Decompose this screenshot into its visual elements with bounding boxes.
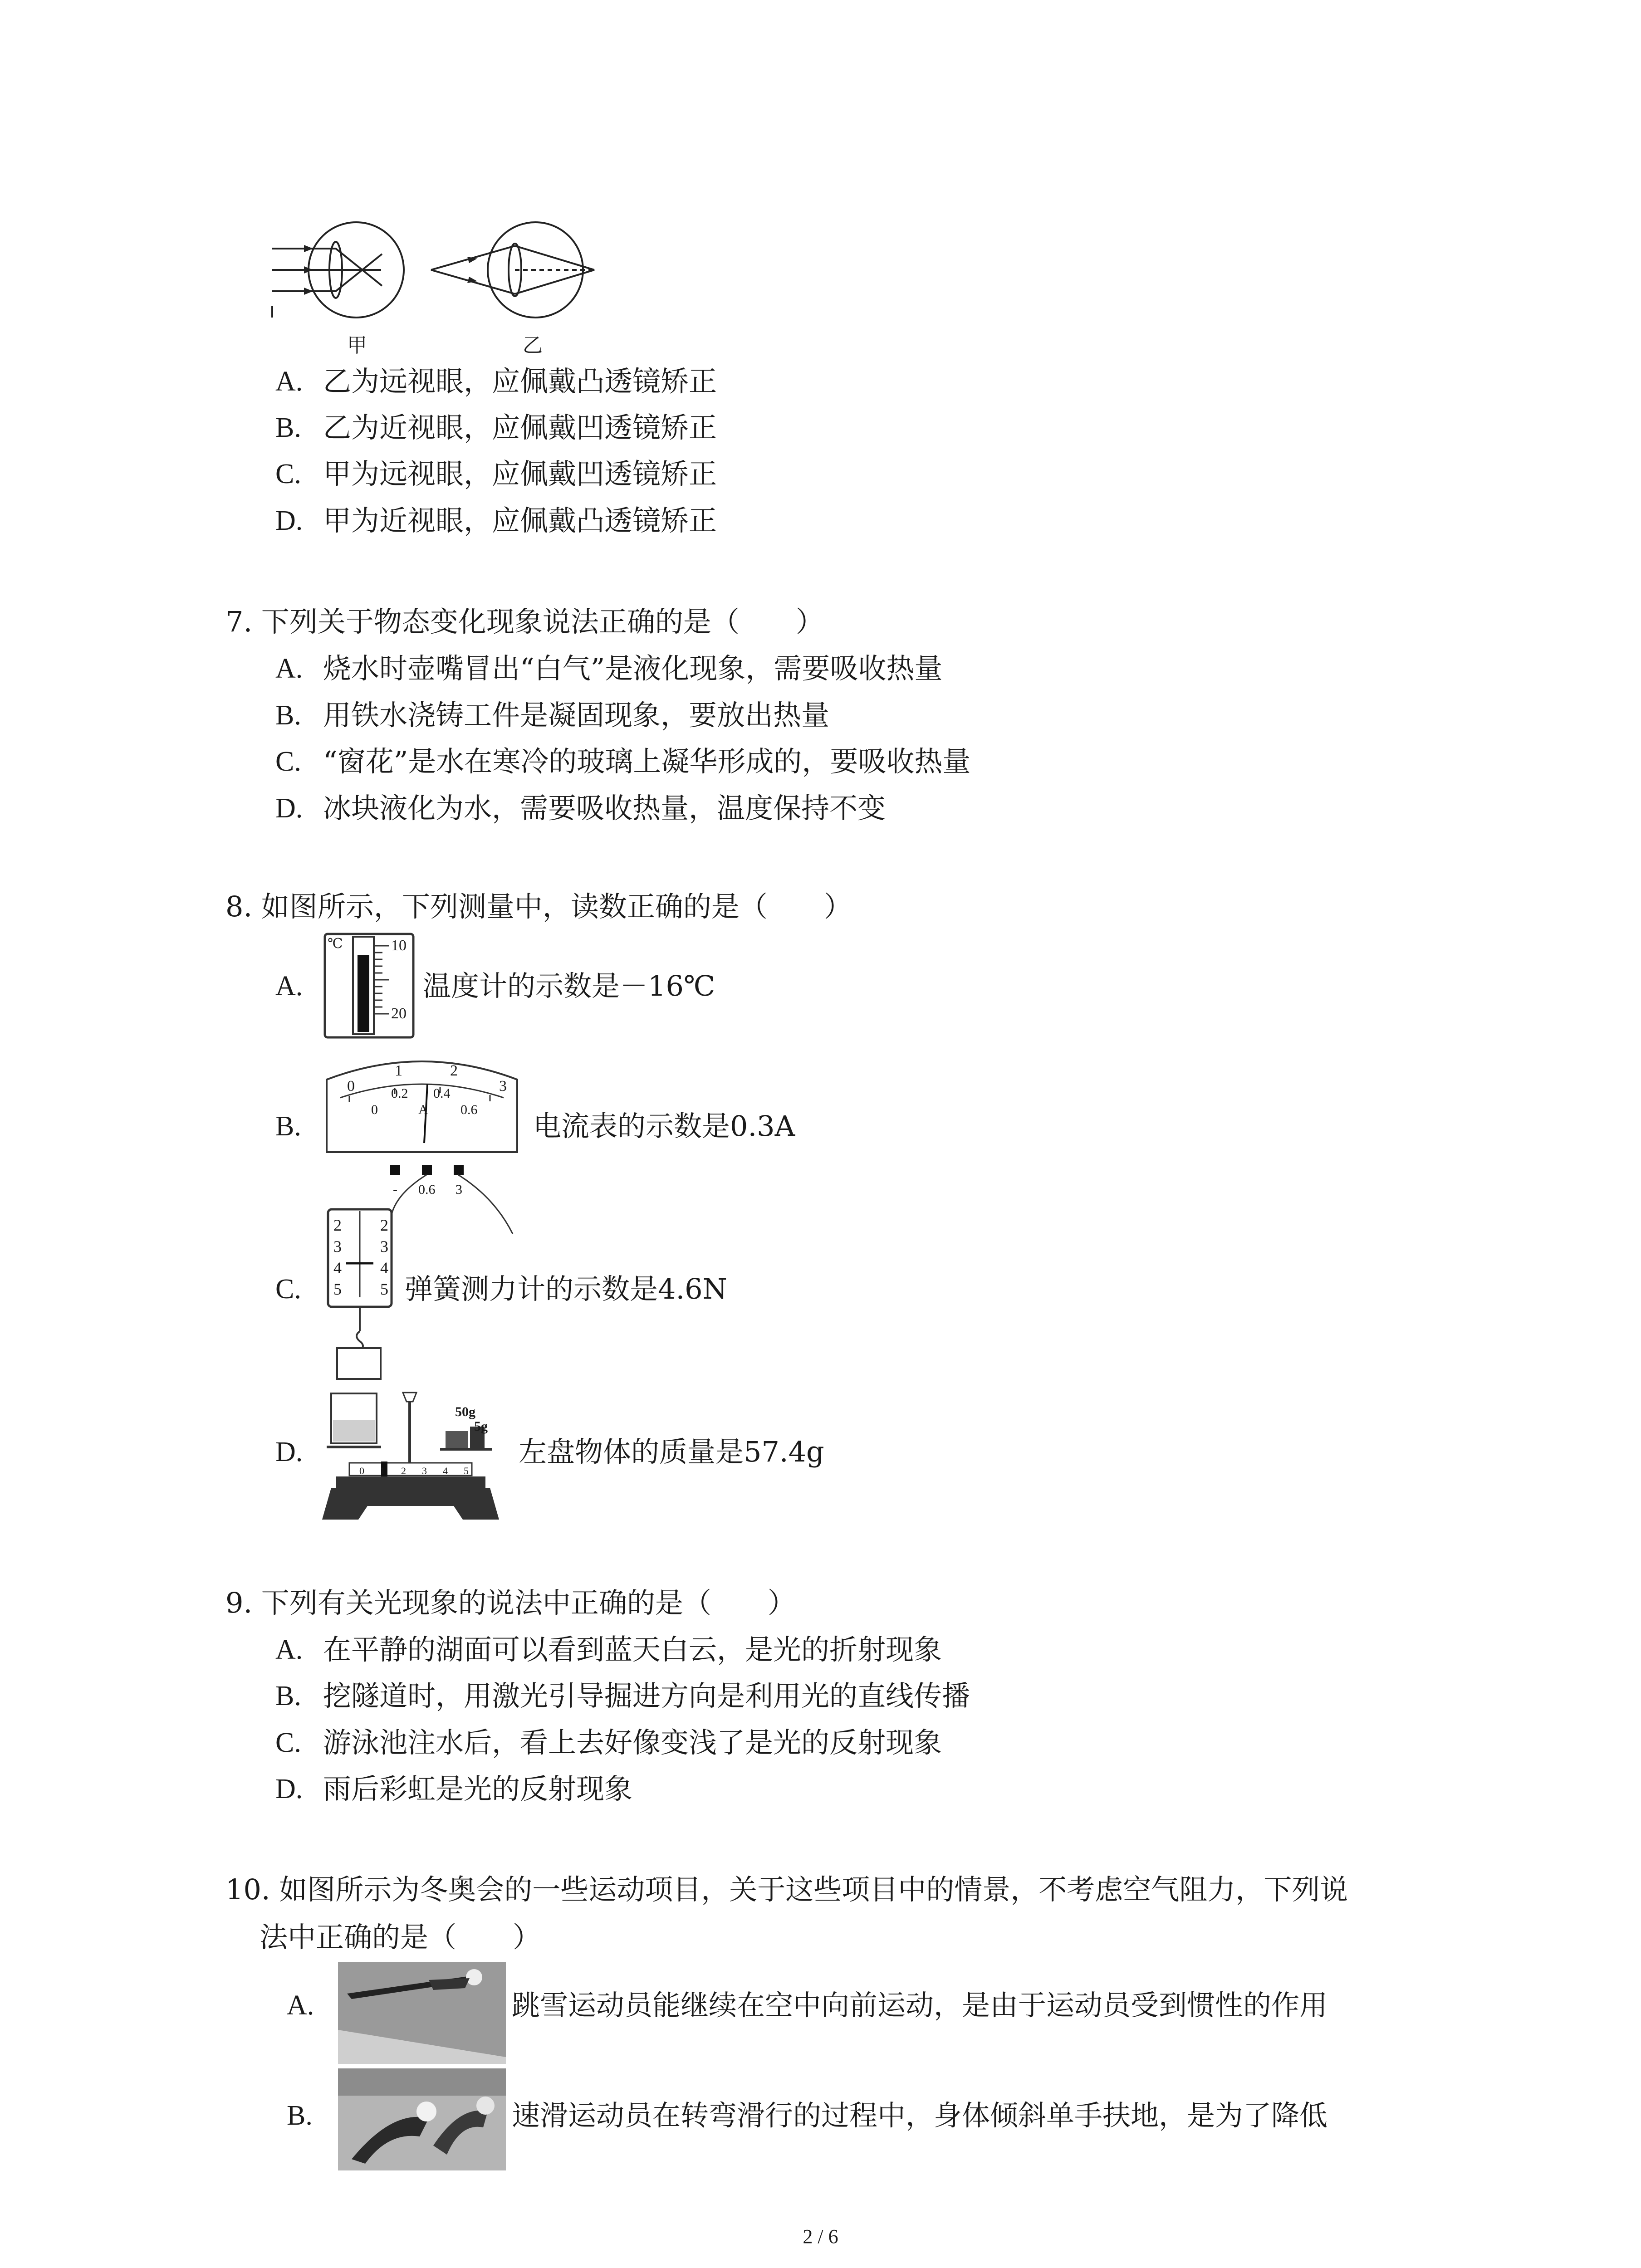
q7-option-c[interactable]: “窗花”是水在寒冷的玻璃上凝华形成的，要吸收热量: [323, 745, 971, 778]
speed-skating-photo: [338, 2068, 506, 2170]
q10-option-b[interactable]: 速滑运动员在转弯滑行的过程中，身体倾斜单手扶地，是为了降低: [512, 2099, 1328, 2132]
q6-option-b[interactable]: 乙为近视眼，应佩戴凹透镜矫正: [323, 411, 717, 444]
balance-beam-tick-4: 4: [443, 1465, 448, 1476]
q6-option-d[interactable]: 甲为近视眼，应佩戴凸透镜矫正: [323, 504, 717, 537]
q7-option-d-letter: D.: [275, 793, 303, 824]
ammeter-bottom-1: 0.2: [391, 1086, 408, 1101]
page-number: 2 / 6: [803, 2225, 838, 2248]
q10-option-a-letter: A.: [287, 1990, 314, 2021]
balance-weight-5g: 5g: [474, 1419, 488, 1434]
balance-weight-50g: 50g: [455, 1404, 475, 1419]
spring-tick-2-right: 2: [380, 1216, 388, 1234]
balance-beam-tick-1: 1: [380, 1465, 385, 1476]
q8-stem: 8. 如图所示，下列测量中，读数正确的是（ ）: [225, 890, 852, 923]
q9-option-c-letter: C.: [275, 1727, 301, 1758]
q7-stem: 7. 下列关于物态变化现象说法正确的是（ ）: [225, 605, 824, 638]
ski-jump-photo: [338, 1962, 506, 2064]
ammeter-top-1: 1: [395, 1062, 402, 1079]
q6-option-d-letter: D.: [275, 505, 303, 536]
q8-option-c[interactable]: 弹簧测力计的示数是4.6N: [405, 1272, 727, 1305]
ammeter-terminal-06: 0.6: [418, 1182, 436, 1197]
ammeter-top-2: 2: [450, 1062, 458, 1079]
balance-beam-tick-0: 0: [359, 1465, 364, 1476]
q7-option-a[interactable]: 烧水时壶嘴冒出“白气”是液化现象，需要吸收热量: [323, 652, 943, 685]
spring-tick-3: 3: [333, 1237, 342, 1256]
q8-option-d-letter: D.: [275, 1437, 303, 1467]
spring-tick-5-right: 5: [380, 1280, 388, 1298]
thermometer-unit: ℃: [328, 936, 343, 952]
q7-option-c-letter: C.: [275, 746, 301, 777]
eye-diagram: [268, 218, 622, 357]
q9-option-c[interactable]: 游泳池注水后，看上去好像变浅了是光的反射现象: [323, 1726, 942, 1759]
eye-label-yi: 乙: [523, 334, 543, 357]
q7-option-b[interactable]: 用铁水浇铸工件是凝固现象，要放出热量: [323, 699, 830, 732]
q9-option-a[interactable]: 在平静的湖面可以看到蓝天白云，是光的折射现象: [323, 1633, 942, 1666]
q9-option-d[interactable]: 雨后彩虹是光的反射现象: [323, 1772, 633, 1805]
q8-option-b-letter: B.: [275, 1111, 301, 1142]
ammeter-top-0: 0: [347, 1078, 355, 1095]
q6-option-a-letter: A.: [275, 366, 303, 397]
eye-label-jia: 甲: [347, 334, 367, 357]
q10-option-a[interactable]: 跳雪运动员能继续在空中向前运动，是由于运动员受到惯性的作用: [512, 1989, 1328, 2022]
q8-option-d[interactable]: 左盘物体的质量是57.4g: [519, 1435, 824, 1468]
q8-option-b[interactable]: 电流表的示数是0.3A: [533, 1110, 795, 1143]
thermometer-tick-10: 10: [391, 937, 407, 954]
q6-option-c[interactable]: 甲为远视眼，应佩戴凹透镜矫正: [323, 457, 717, 490]
spring-tick-2: 2: [333, 1216, 342, 1234]
ammeter-terminal-3: 3: [456, 1182, 462, 1197]
q6-option-c-letter: C.: [275, 459, 301, 489]
ammeter-top-3: 3: [499, 1078, 507, 1095]
q9-option-d-letter: D.: [275, 1774, 303, 1804]
spring-tick-5: 5: [333, 1280, 342, 1298]
balance-beam-tick-3: 3: [422, 1465, 427, 1476]
thermometer-tick-20: 20: [391, 1005, 407, 1022]
q7-option-b-letter: B.: [275, 700, 301, 731]
q6-option-b-letter: B.: [275, 412, 301, 443]
q10-stem-line2: 法中正确的是（ ）: [260, 1921, 541, 1954]
q8-option-c-letter: C.: [275, 1274, 301, 1305]
q6-option-a[interactable]: 乙为远视眼，应佩戴凸透镜矫正: [323, 365, 717, 398]
q7-option-d[interactable]: 冰块液化为水，需要吸收热量，温度保持不变: [323, 792, 886, 825]
q7-option-a-letter: A.: [275, 653, 303, 684]
ammeter-unit: A: [418, 1102, 428, 1117]
ammeter-bottom-3: 0.6: [460, 1102, 478, 1117]
balance-beam-tick-5: 5: [464, 1465, 469, 1476]
ammeter-terminal-neg: -: [393, 1182, 397, 1197]
q9-stem: 9. 下列有关光现象的说法中正确的是（ ）: [225, 1586, 796, 1619]
q8-option-a[interactable]: 温度计的示数是－16℃: [423, 969, 715, 1002]
ammeter-bottom-0: 0: [371, 1102, 378, 1117]
q9-option-b[interactable]: 挖隧道时，用激光引导掘进方向是利用光的直线传播: [323, 1679, 970, 1712]
spring-tick-3-right: 3: [380, 1237, 388, 1256]
spring-tick-4: 4: [333, 1259, 342, 1277]
ammeter-bottom-2: 0.4: [433, 1086, 451, 1101]
spring-tick-4-right: 4: [380, 1259, 388, 1277]
q10-option-b-letter: B.: [287, 2100, 313, 2131]
balance-beam-tick-2: 2: [401, 1465, 406, 1476]
q8-option-a-letter: A.: [275, 971, 303, 1002]
balance-figure: [318, 1383, 508, 1529]
q9-option-a-letter: A.: [275, 1634, 303, 1665]
q10-stem-line1: 10. 如图所示为冬奥会的一些运动项目，关于这些项目中的情景，不考虑空气阻力，下列说: [225, 1873, 1348, 1906]
q9-option-b-letter: B.: [275, 1681, 301, 1711]
